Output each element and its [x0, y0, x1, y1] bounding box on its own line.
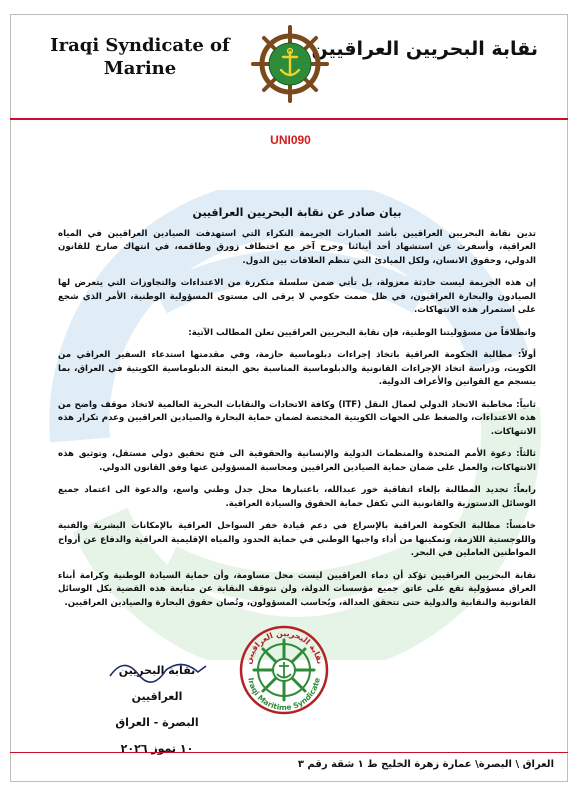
stamp-english-text: Iraqi Maritime Syndicate [246, 676, 322, 713]
title-english-line1: Iraqi Syndicate of [50, 35, 230, 56]
ship-wheel-logo-icon [250, 24, 330, 104]
signature-org: نقابة البحريين العراقيين [118, 664, 196, 703]
signature-date: ١٠ تموز ٢٠٢٦ [120, 742, 194, 755]
title-arabic: نقابة البحريين العراقيين [311, 38, 538, 60]
signature-block [92, 658, 222, 762]
paragraph-demand-1: أولاً: مطالبة الحكومة العراقية باتخاذ إجراءات دبلوماسية حازمة، وفي مقدمتها استدعاء السفير العراقي من الكويت، ودراسة اتخاذ الإجراءات القانونية والدبلوماسية المناسبة بحق البعثة الدبلوماسية الكويتية في العراق، بما ينسجم مع القوانين والأعراف الدولية. [58, 350, 536, 387]
header-divider [10, 118, 568, 120]
paragraph-context: إن هذه الجريمة ليست حادثة معزولة، بل تأتي ضمن سلسلة متكررة من الاعتداءات والتجاوزات التي يتعرض لها الصيادون والبحارة العراقيون، في ظل صمت حكومي لا يرقى الى مستوى المسؤولية الوطنية، الأمر الذي شجع على استمرار هذه الانتهاكات. [58, 278, 536, 315]
paragraph-demand-2: ثانياً: مخاطبة الاتحاد الدولي لعمال النقل (ITF) وكافة الاتحادات والنقابات البحرية العالمية لاتخاذ موقف واضح من هذه الاعتداءات، والضغط على الجهات الكويتية المختصة لضمان حماية البحارة والصيادين العراقيين وعدم تكرار هذه الانتهاكات. [58, 399, 536, 437]
signature-city: البصرة - العراق [115, 716, 199, 729]
title-english-line2: Marine [103, 58, 177, 79]
paragraph-demands-intro: وانطلاقاً من مسؤوليتنا الوطنية، فإن نقابة البحريين العراقيين تعلن المطالب الآتية: [188, 327, 536, 338]
paragraph-demand-5: خامساً: مطالبة الحكومة العراقية بالإسراع في دعم قيادة خفر السواحل العراقية بالإمكانات البشرية والفنية واللوجستية اللازمة، وتمكينها من أداء واجبها الوطني في حماية الحدود والمياه الإقليمية العراقية والدفاع عن أرواح المواطنين العاملين في البحر. [58, 521, 536, 558]
paragraph-conclusion: نقابة البحريين العراقيين تؤكد أن دماء العراقيين ليست محل مساومة، وأن حماية السيادة الوطنية وكرامة أبناء العراق مسؤولية تقع على عاتق جميع مؤسسات الدولة، ولن تتوقف النقابة عن متابعة هذه القضية بكل الوسائل القانونية والنقابية والدولية حتى تتحقق العدالة، ويُحاسب المسؤولون، وتُصان حقوق البحارة والصيادين العراقيين. [58, 570, 536, 608]
footer-address: العراق \ البصرة\ عمارة زهرة الخليج ط ١ شقة رقم ٣ [297, 759, 554, 770]
statement-body [58, 206, 536, 619]
paragraph-intro: تدين نقابة البحريين العراقيين بأشد العبارات الجريمة النكراء التي استهدفت الصيادين العراقيين في المياه العراقية، وأسفرت عن استشهاد أحد أبنائنا وجرح آخر مع اختطاف زورق وطاقمه، في انتهاك صارخ للقانون الدولي، وحقوق الانسان، ولكل المبادئ التي تنظم العلاقات بين الدول. [58, 228, 536, 266]
paragraph-demand-3: ثالثاً: دعوة الأمم المتحدة والمنظمات الدولية والإنسانية والحقوقية الى فتح تحقيق دولي مستقل، وتوثيق هذه الانتهاكات، والعمل على ضمان حماية الصيادين العراقيين ومحاسبة المسؤولين عنها وفق القانون الدولي. [58, 449, 536, 473]
statement-heading: بيان صادر عن نقابة البحريين العراقيين [192, 206, 402, 219]
paragraph-demand-4: رابعاً: تجديد المطالبة بإلغاء اتفاقية خور عبدالله، باعتبارها محل جدل وطني واسع، والدعوة الى اعتماد جميع الوسائل الدستورية والقانونية التي تكفل حماية الحقوق والسيادة العراقية. [58, 485, 536, 509]
stamp-arabic-text: نقابة البحريين العراقيين [243, 628, 325, 665]
syndicate-stamp-icon [238, 624, 330, 716]
letterhead-footer [10, 752, 568, 783]
reference-number: UNI090 [270, 133, 311, 147]
title-english [40, 34, 240, 80]
handwritten-signature-icon [102, 650, 212, 690]
